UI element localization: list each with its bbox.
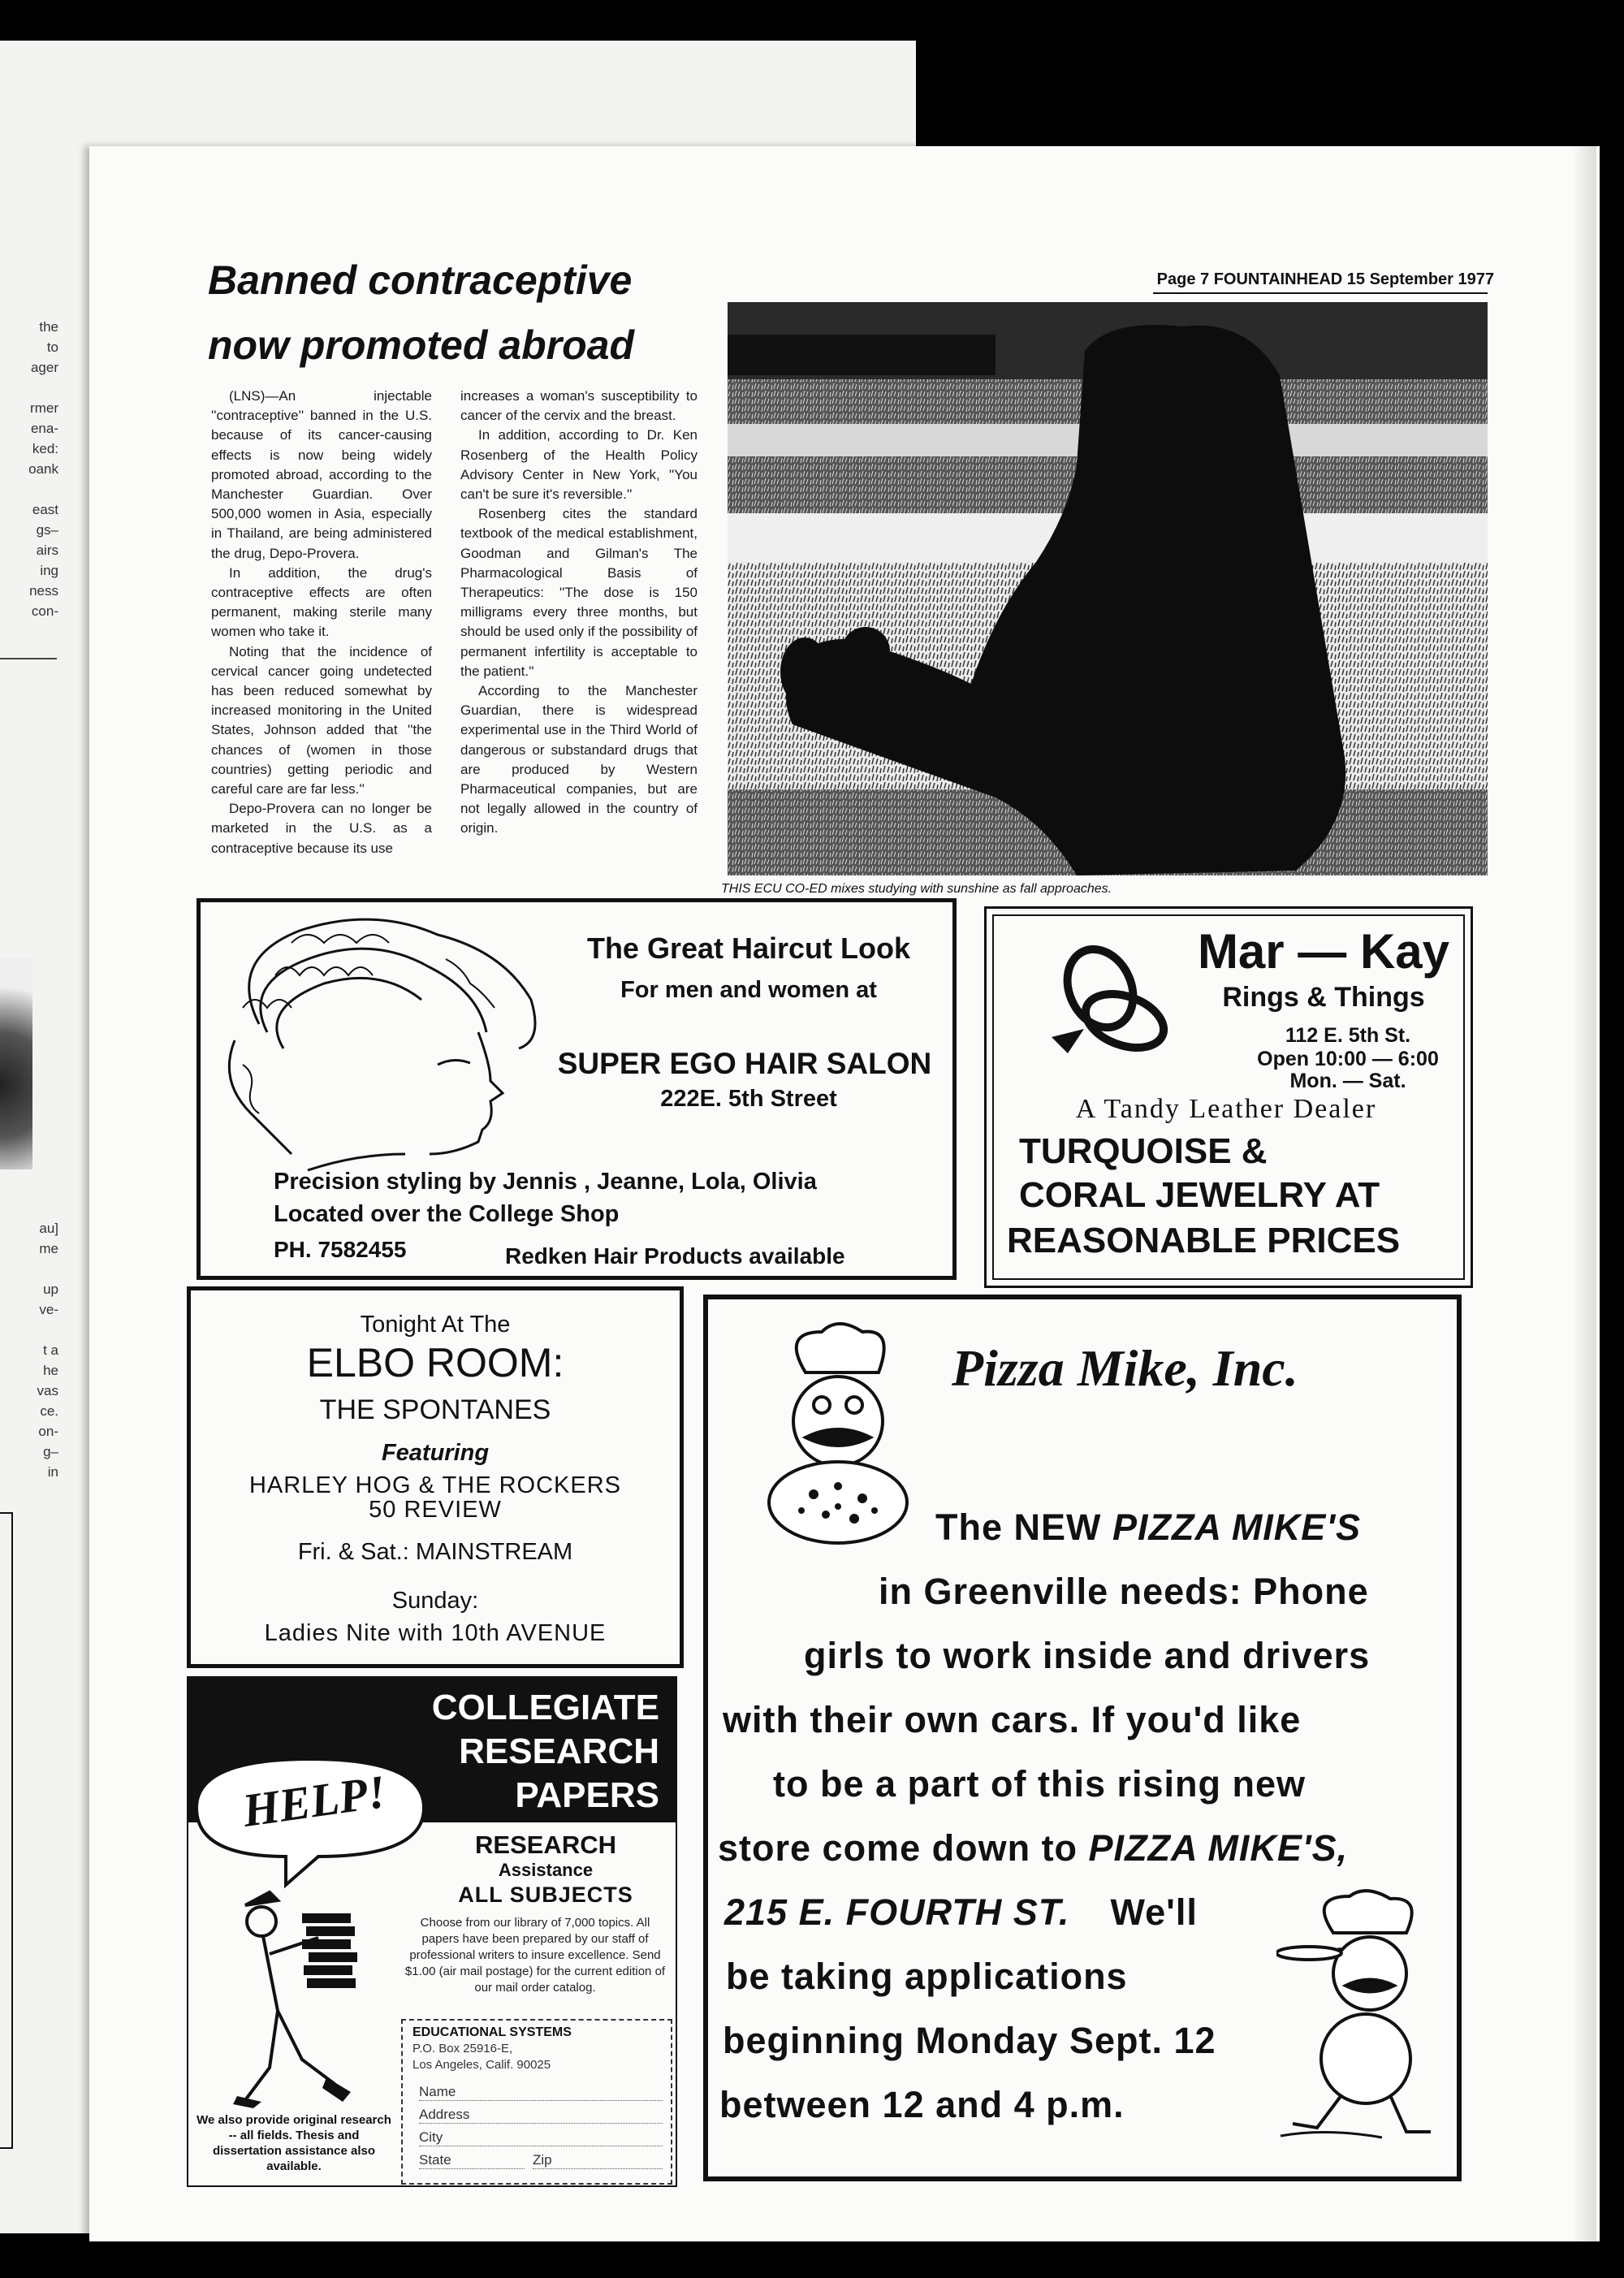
article-paragraph: Rosenberg cites the standard textbook of the medical establishment, Goodman and Gilman's The Pharmacological Basis of Therapeutics: ''The dose is 150 milligrams every three months, but should be used only if the possibility of permanent infertility is acceptable to the patient.'' [460, 506, 698, 679]
back-page-fragment [0, 479, 58, 499]
salon-location: Located over the College Shop [274, 1201, 620, 1227]
back-page-fragment: to [46, 339, 58, 355]
headline-line-2: now promoted abroad [208, 322, 634, 368]
elbo-sunday: Sunday: [391, 1588, 479, 1614]
back-page-fragment: he [43, 1363, 58, 1378]
back-page-fragment: gs– [36, 522, 58, 538]
salon-stylists: Precision styling by Jennis , Jeanne, Lola, Olivia [274, 1169, 817, 1195]
chef-with-pizza-illustration [757, 1316, 919, 1559]
markay-dealer: A Tandy Leather Dealer [1075, 1094, 1377, 1124]
back-page-fragment: rmer [30, 400, 58, 416]
elbo-feature-2: 50 REVIEW [369, 1497, 502, 1523]
form-address-field[interactable]: Address [419, 2107, 663, 2124]
back-page-fragment: g– [43, 1444, 58, 1459]
form-zip-field[interactable]: Zip [533, 2152, 663, 2169]
back-page-rule [0, 658, 57, 659]
back-page-fragment: ager [30, 360, 58, 375]
markay-days: Mon. — Sat. [1289, 1070, 1406, 1092]
back-page-fragment: airs [36, 542, 58, 558]
order-form [401, 2019, 672, 2185]
back-page-fragment: east [32, 502, 58, 517]
back-page-fragment: me [39, 1241, 58, 1256]
salon-phone: PH. 7582455 [274, 1237, 407, 1262]
elbo-room-ad [187, 1286, 684, 1668]
back-page-fragment [0, 1320, 58, 1340]
pizza-line-2: in Greenville needs: Phone [879, 1571, 1369, 1612]
article-paragraph: (LNS)—An injectable ''contraceptive'' banned in the U.S. because of its cancer-causing effects is now being widely promoted abroad, according to the Manchester Guardian. Over 500,000 women in Asia, especially in Thailand, are being administered the drug, Depo-Provera. [211, 388, 432, 561]
student-carrying-books-illustration [205, 1889, 400, 2108]
back-page-fragment: on- [38, 1424, 58, 1439]
back-page-fragment: ness [29, 583, 58, 599]
form-box: P.O. Box 25916-E, [412, 2042, 513, 2055]
markay-address: 112 E. 5th St. [1285, 1024, 1411, 1047]
back-page-fragment: the [39, 319, 58, 335]
markay-ad [984, 906, 1473, 1288]
pizza-line-6: store come down to PIZZA MIKE'S, [718, 1827, 1349, 1869]
elbo-featuring: Featuring [381, 1440, 490, 1466]
article-paragraph: According to the Manchester Guardian, there is widespread experimental use in the Third World of dangerous or substandard drugs that are produced by Western Pharmaceutical companies, but are not legally allowed in the country of origin. [460, 683, 698, 836]
back-page-text-top [0, 317, 58, 621]
headline-line-1: Banned contraceptive [208, 257, 633, 303]
article-paragraph: Noting that the incidence of cervical cancer going undetected has been reduced somewhat by increased monitoring in the United States, Johnson added that ''the chances of (women in those countries) getting periodic and careful care are far less.'' [211, 643, 432, 798]
research-title-2: RESEARCH [459, 1731, 659, 1771]
research-title-3: PAPERS [515, 1775, 659, 1815]
pizza-line-10: between 12 and 4 p.m. [719, 2084, 1125, 2125]
elbo-weekend: Fri. & Sat.: MAINSTREAM [297, 1539, 573, 1565]
back-page-fragment [0, 1259, 58, 1279]
article-column-2 [460, 387, 698, 839]
research-title-1: COLLEGIATE [431, 1688, 659, 1727]
elbo-venue: ELBO ROOM: [306, 1340, 564, 1385]
research-label: RESEARCH [475, 1831, 616, 1859]
article-headline [208, 248, 711, 378]
back-page-fragment: ing [40, 563, 58, 578]
page-info-underline [1153, 292, 1488, 294]
back-page-fragment: ve- [39, 1302, 58, 1317]
research-papers-ad [187, 1676, 677, 2187]
form-name-field[interactable]: Name [419, 2084, 663, 2101]
salon-products: Redken Hair Products available [505, 1243, 845, 1269]
pizza-logo: Pizza Mike, Inc. [952, 1339, 1298, 1397]
back-page-fragment [0, 378, 58, 398]
back-page-fragment: ena- [30, 421, 58, 436]
photo-caption: THIS ECU CO-ED mixes studying with sunshine as fall approaches. [721, 882, 1112, 896]
elbo-feature-1: HARLEY HOG & THE ROCKERS [248, 1472, 622, 1498]
back-page-fragment: t a [43, 1342, 58, 1358]
salon-address: 222E. 5th Street [660, 1086, 837, 1112]
back-page-fragment: up [43, 1282, 58, 1297]
pizza-line-1: The NEW PIZZA MIKE'S [935, 1506, 1362, 1548]
form-city-field[interactable]: City [419, 2129, 663, 2146]
help-text: HELP! [239, 1764, 390, 1838]
back-page-fragment: ked: [32, 441, 58, 456]
salon-name: SUPER EGO HAIR SALON [557, 1047, 932, 1080]
salon-title: The Great Haircut Look [586, 932, 911, 965]
markay-promo-3: REASONABLE PRICES [1007, 1221, 1401, 1260]
research-body: Choose from our library of 7,000 topics. All papers have been prepared by our staff of professional writers to insure excellence. Send $1.00 (air mail postage) for the current edition of our mail order catalog. [404, 1916, 666, 1995]
back-page-fragment: in [47, 1464, 58, 1480]
back-page-box [0, 1512, 13, 2149]
photo-coed-studying [728, 302, 1488, 875]
elbo-band: THE SPONTANES [319, 1394, 551, 1425]
article-paragraph: In addition, according to Dr. Ken Rosenberg of the Health Policy Advisory Center in New York, ''You can't be sure it's reversible.'' [460, 427, 698, 503]
markay-hours: Open 10:00 — 6:00 [1257, 1048, 1439, 1070]
article-paragraph: increases a woman's susceptibility to cancer of the cervix and the breast. [460, 388, 698, 424]
form-company: EDUCATIONAL SYSTEMS [412, 2025, 572, 2039]
research-footer: We also provide original research -- all fields. Thesis and dissertation assistance also available. [197, 2113, 391, 2173]
back-page-text-bottom [0, 1218, 58, 1482]
form-state-field[interactable]: State [419, 2152, 525, 2169]
markay-promo-1: TURQUOISE & [1019, 1131, 1268, 1171]
back-page-fragment: vas [37, 1383, 58, 1398]
form-city: Los Angeles, Calif. 90025 [412, 2058, 551, 2072]
elbo-sunday-act: Ladies Nite with 10th AVENUE [264, 1620, 607, 1646]
article-paragraph: Depo-Provera can no longer be marketed in the U.S. as a contraceptive because its use [211, 801, 432, 856]
markay-name: Mar — Kay [1197, 924, 1450, 979]
salon-subtitle: For men and women at [620, 977, 877, 1003]
back-page-image [0, 958, 32, 1169]
back-page-fragment: au] [39, 1221, 58, 1236]
research-assistance: Assistance [498, 1860, 594, 1880]
salon-ad [197, 898, 957, 1280]
pizza-line-9: beginning Monday Sept. 12 [723, 2020, 1216, 2061]
article-photo [728, 302, 1488, 875]
research-subjects: ALL SUBJECTS [458, 1882, 633, 1907]
page-edge-shadow [1572, 146, 1596, 2241]
pizza-line-5: to be a part of this rising new [773, 1763, 1307, 1805]
page-info: Page 7 FOUNTAINHEAD 15 September 1977 [1156, 270, 1494, 288]
pizza-line-4: with their own cars. If you'd like [723, 1699, 1302, 1740]
markay-promo-2: CORAL JEWELRY AT [1019, 1175, 1380, 1215]
back-page-fragment: oank [28, 461, 58, 477]
article-column-1 [211, 387, 432, 858]
pizza-mike-ad [703, 1295, 1462, 2181]
ring-icon [1035, 932, 1181, 1070]
back-page-fragment: ce. [40, 1403, 58, 1419]
back-page-fragment: con- [31, 603, 58, 619]
pizza-line-3: girls to work inside and drivers [804, 1635, 1371, 1676]
salon-portrait-illustration [210, 910, 551, 1178]
pizza-line-8: be taking applications [726, 1956, 1128, 1997]
pizza-line-7: 215 E. FOURTH ST. We'll [724, 1891, 1198, 1933]
markay-tagline: Rings & Things [1222, 982, 1425, 1013]
running-chef-illustration [1276, 1884, 1439, 2144]
elbo-intro: Tonight At The [360, 1312, 511, 1338]
article-paragraph: In addition, the drug's contraceptive effects are often permanent, making sterile many women who take it. [211, 564, 432, 640]
